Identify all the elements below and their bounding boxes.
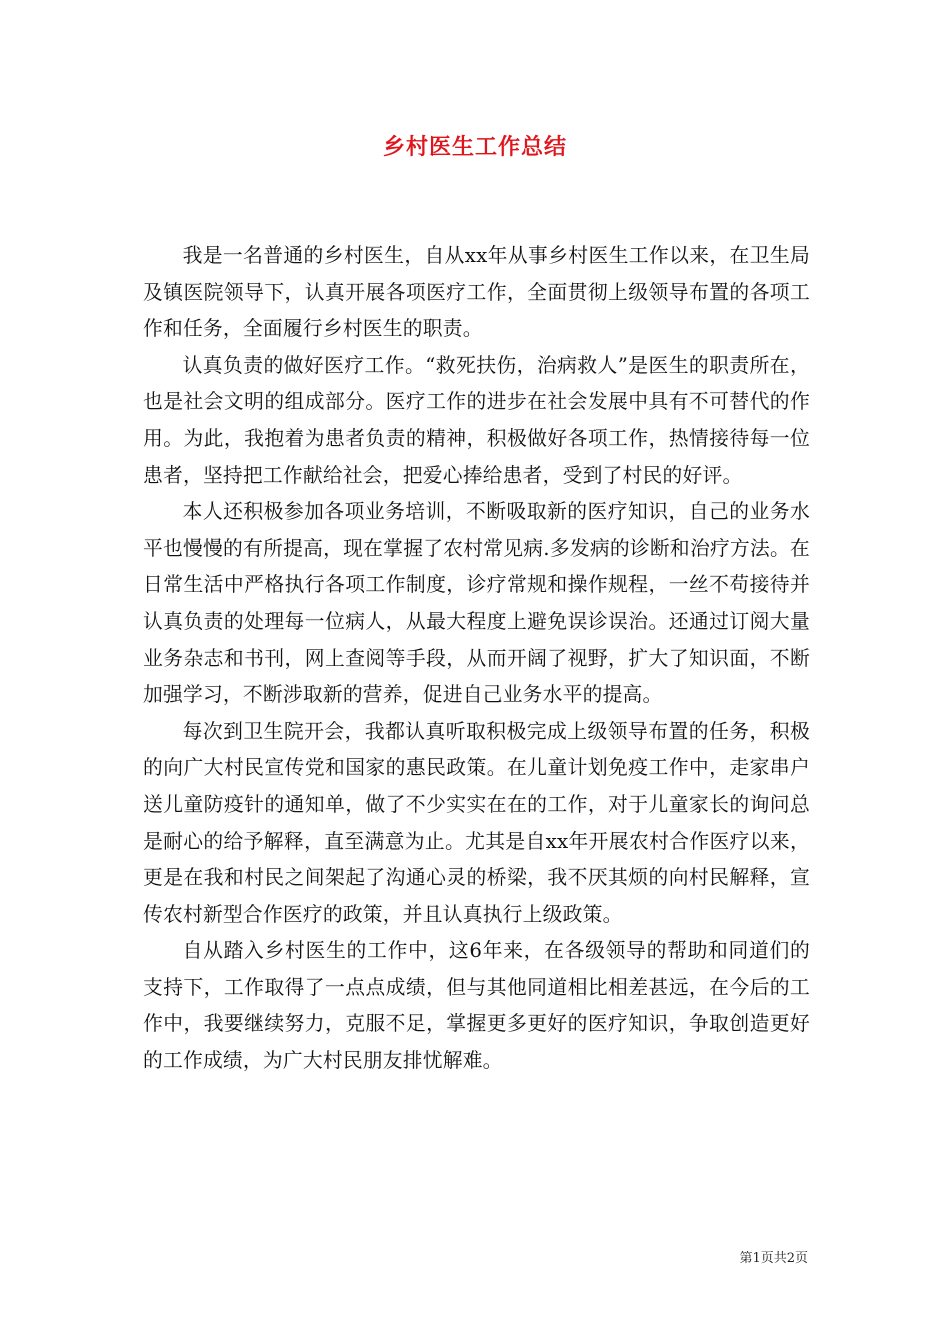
paragraph-2: 认真负责的做好医疗工作。“救死扶伤，治病救人”是医生的职责所在，也是社会文明的组成部分。医疗工作的进步在社会发展中具有不可替代的作用。为此，我抱着为患者负责的精神，积极做好各项工作，热情接待每一位患者，坚持把工作献给社会，把爱心捧给患者，受到了村民的好评。 xyxy=(143,353,810,487)
paragraph-3: 本人还积极参加各项业务培训，不断吸取新的医疗知识，自己的业务水平也慢慢的有所提高，现在掌握了农村常见病.多发病的诊断和治疗方法。在日常生活中严格执行各项工作制度，诊疗常规和操作规程，一丝不苟接待并认真负责的处理每一位病人，从最大程度上避免误诊误治。还通过订阅大量业务杂志和书刊，网上查阅等手段，从而开阔了视野，扩大了知识面，不断加强学习，不断涉取新的营养，促进自己业务水平的提高。 xyxy=(143,500,810,707)
page-number-footer: 第1页共2页 xyxy=(739,1251,808,1266)
document-body xyxy=(143,238,810,1080)
paragraph-1: 我是一名普通的乡村医生，自从xx年从事乡村医生工作以来，在卫生局及镇医院领导下，认真开展各项医疗工作，全面贯彻上级领导布置的各项工作和任务，全面履行乡村医生的职责。 xyxy=(143,244,810,341)
paragraph-5: 自从踏入乡村医生的工作中，这6年来，在各级领导的帮助和同道们的支持下，工作取得了一点点成绩，但与其他同道相比相差甚远，在今后的工作中，我要继续努力，克服不足，掌握更多更好的医疗知识，争取创造更好的工作成绩，为广大村民朋友排忧解难。 xyxy=(143,939,810,1073)
paragraph-4: 每次到卫生院开会，我都认真听取积极完成上级领导布置的任务，积极的向广大村民宣传党和国家的惠民政策。在儿童计划免疫工作中，走家串户送儿童防疫针的通知单，做了不少实实在在的工作，对于儿童家长的询问总是耐心的给予解释，直至满意为止。尤其是自xx年开展农村合作医疗以来，更是在我和村民之间架起了沟通心灵的桥梁，我不厌其烦的向村民解释，宣传农村新型合作医疗的政策，并且认真执行上级政策。 xyxy=(143,719,810,926)
document-title: 乡村医生工作总结 xyxy=(382,135,567,160)
